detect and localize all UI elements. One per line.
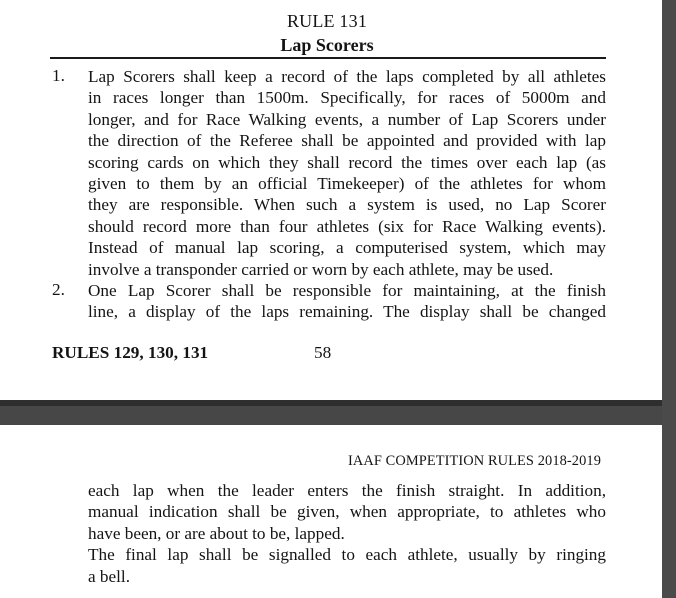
page-separator-shadow — [0, 400, 676, 406]
item-1-paragraph — [88, 66, 606, 280]
rule-number: RULE 131 — [286, 11, 368, 31]
paragraph-line: line, a display of the laps remaining. The display shall be changed — [88, 302, 606, 322]
running-header: IAAF COMPETITION RULES 2018-2019 — [347, 453, 601, 469]
item-number-2: 2. — [52, 280, 65, 299]
paragraph-line: One Lap Scorer shall be responsible for maintaining, at the finish — [88, 281, 606, 300]
paragraph-line: should record more than four athletes (six for Race Walking events). — [88, 216, 606, 236]
viewer-scroll-gutter — [662, 0, 676, 598]
item-number-1: 1. — [52, 66, 65, 85]
title-underline — [50, 57, 606, 59]
paragraph-line: have been, or are about to be, lapped. — [88, 523, 345, 543]
paragraph-line: in races longer than 1500m. Specifically, for races of 5000m and — [88, 88, 606, 108]
paragraph-line: The final lap shall be signalled to each athlete, usually by ringing — [88, 545, 606, 565]
continuation-paragraph — [88, 480, 606, 587]
rule-title: Lap Scorers — [280, 35, 374, 55]
paragraph-line: Lap Scorers shall keep a record of the laps completed by all athletes — [88, 67, 606, 86]
document-page-59 — [0, 425, 662, 598]
item-2-paragraph — [88, 280, 606, 323]
paragraph-line: Instead of manual lap scoring, a computerised system, which may — [88, 238, 606, 258]
paragraph-line: scoring cards on which they shall record the times over each lap (as — [88, 152, 606, 172]
paragraph-line: given to them by an official Timekeeper) of the athletes for whom — [88, 174, 606, 194]
paragraph-line: longer, and for Race Walking events, a number of Lap Scorers under — [88, 109, 606, 129]
paragraph-line: each lap when the leader enters the finish straight. In addition, — [88, 481, 606, 500]
paragraph-line: the direction of the Referee shall be appointed and provided with lap — [88, 131, 606, 151]
paragraph-line: involve a transponder carried or worn by each athlete, may be used. — [88, 259, 554, 279]
page-separator — [0, 400, 676, 425]
page-number: 58 — [314, 343, 332, 362]
paragraph-line: they are responsible. When such a system is used, no Lap Scorer — [88, 195, 606, 215]
paragraph-line: manual indication shall be given, when appropriate, to athletes who — [88, 502, 606, 522]
footer-rules-reference: RULES 129, 130, 131 — [52, 343, 209, 362]
paragraph-line: a bell. — [88, 566, 130, 586]
